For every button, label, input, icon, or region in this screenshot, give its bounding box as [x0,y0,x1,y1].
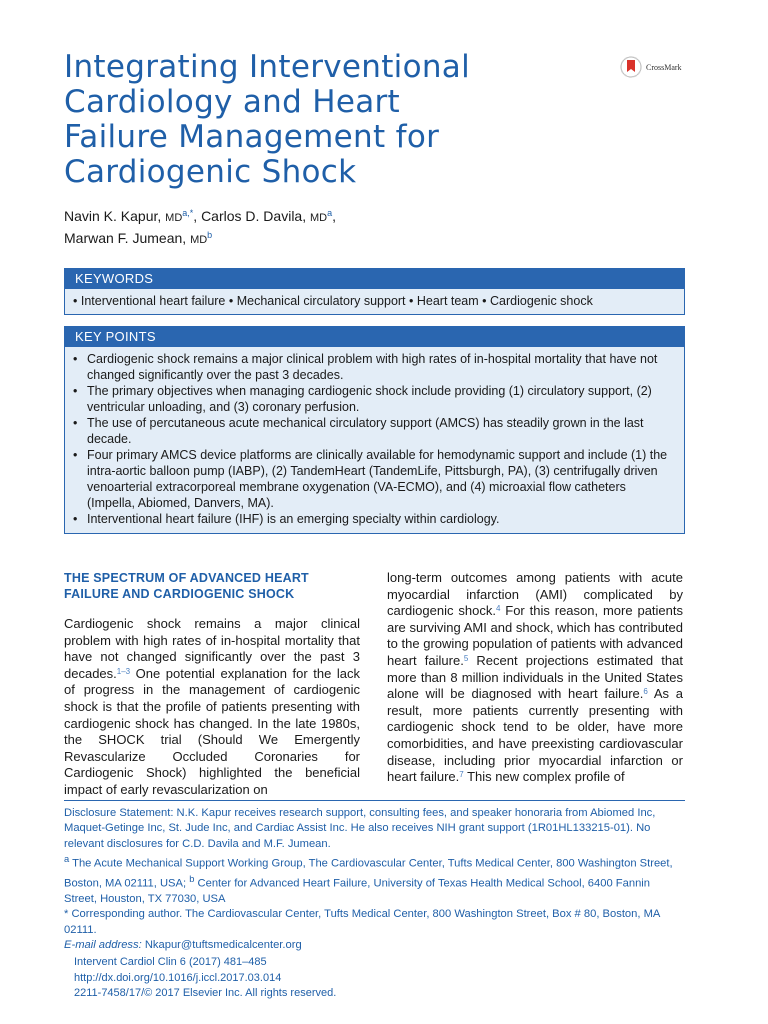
keywords-list: • Interventional heart failure • Mechanical circulatory support • Heart team • Cardiogenic shock [65,289,684,314]
key-point-text: The use of percutaneous acute mechanical circulatory support (AMCS) has steadily grown in the last decade. [87,416,644,446]
email-link[interactable]: Nkapur@tuftsmedicalcenter.org [141,938,302,951]
title-line: Failure Management for [64,119,440,155]
affiliation-text: Center for Advanced Heart Failure, University of Texas Health Medical School, 6400 Fannin Street, Houston, TX 77030, USA [64,877,651,905]
affiliation-mark: b [189,873,195,884]
key-point-text: Cardiogenic shock remains a major clinical problem with high rates of in-hospital mortality that have not changed significantly over the past 3 decades. [87,352,658,382]
body-text: This new complex profile of [463,769,625,785]
affiliation-marker[interactable]: a [327,208,333,218]
corresponding-author [64,907,685,938]
article-title [64,50,584,190]
keywords-heading: KEYWORDS [65,269,684,289]
author-separator: , [332,208,337,224]
key-point-text: The primary objectives when managing cardiogenic shock include providing (1) circulatory support, (2) ventricular unloading, and (3) coronary perfusion. [87,384,652,414]
bullet: • [73,352,78,366]
corresponding-text: Corresponding author. The Cardiovascular Center, Tufts Medical Center, 800 Washington Street, Box # 80, Boston, MA 02111. [64,908,660,936]
body-column-right [387,570,683,786]
crossmark-label: CrossMark [646,62,682,72]
author-name: , Carlos D. Davila, [193,208,310,224]
section-heading-line: THE SPECTRUM OF ADVANCED HEART [64,571,309,585]
author-degree: MD [310,212,328,224]
bullet: • [73,512,78,526]
email-label: E-mail address: [64,938,142,951]
body-paragraph [387,570,683,786]
section-heading-line: FAILURE AND CARDIOGENIC SHOCK [64,587,295,601]
affiliation-marker[interactable]: b [207,230,213,240]
key-points-list [65,347,684,533]
keywords-box [64,268,685,315]
affiliation-mark: a [64,853,70,864]
crossmark-badge[interactable] [620,56,682,78]
title-line: Integrating Interventional [64,49,471,85]
affiliation-marker[interactable]: a,* [182,208,194,218]
key-point-text: Four primary AMCS device platforms are clinically available for hemodynamic support and include (1) the intra-aortic balloon pump (IABP), (2) TandemHeart (TandemLife, Pittsburgh, PA), (3) centrifugally driven venoarterial extracorporeal membrane oxygenation (VA-ECMO), and (4) microaxial flow catheters (Impella, Abiomed, Danvers, MA). [87,448,668,510]
reference-link[interactable]: 5 [463,653,469,663]
footnote-divider [64,800,685,801]
corresponding-mark: * [64,908,69,921]
affiliation-text: The Acute Mechanical Support Working Group, The Cardiovascular Center, Tufts Medical Center, 800 Washington Street, Boston, MA 02111, USA; [64,857,673,890]
key-point-item [73,415,676,447]
email-line [64,938,685,953]
author-degree: MD [190,234,208,246]
copyright-line: 2211-7458/17/© 2017 Elsevier Inc. All rights reserved. [74,987,337,999]
body-text: Recent projections estimated that more than 8 million individuals in the United States alone will be diagnosed with heart failure. [387,652,683,702]
disclosure-statement: Disclosure Statement: N.K. Kapur receives research support, consulting fees, and speaker honoraria from Abiomed Inc, Maquet-Getinge Inc, St. Jude Inc, and Cardiac Assist Inc. He also receives NIH grant support (1R01HL133215-01). No relevant disclosures for C.D. Davila and M.F. Jumean. [64,807,656,850]
title-line: Cardiogenic Shock [64,154,357,190]
key-point-item [73,447,676,511]
author-line [64,206,624,228]
section-heading [64,570,360,602]
key-points-box [64,326,685,534]
reference-link[interactable]: 6 [643,687,648,697]
citation-block [74,955,336,1002]
author-degree: MD [165,212,183,224]
body-paragraph [64,616,360,799]
bullet: • [73,448,78,462]
reference-link[interactable]: 7 [459,770,464,780]
title-line: Cardiology and Heart [64,84,401,120]
key-point-item [73,383,676,415]
bullet: • [73,416,78,430]
reference-link[interactable]: 4 [495,604,501,614]
author-name: Navin K. Kapur, [64,208,166,224]
bullet: • [73,384,78,398]
author-name: Marwan F. Jumean, [64,230,191,246]
body-text: One potential explanation for the lack of progress in the management of cardiogenic shock is that the profile of patients presenting with cardiogenic shock has changed. In the late 1980s, the SHOCK trial (Should We Emergently Revascularize Occluded Coronaries for Cardiogenic Shock) highlighted the beneficial impact of early revascularization on [64,665,360,797]
crossmark-icon [620,56,642,78]
affiliations [64,852,685,907]
author-line [64,228,624,250]
author-list [64,206,624,250]
journal-citation: Intervent Cardiol Clin 6 (2017) 481–485 [74,956,267,968]
doi-link[interactable]: http://dx.doi.org/10.1016/j.iccl.2017.03.014 [74,971,282,984]
footnotes [64,806,685,953]
key-point-item [73,511,676,527]
key-points-heading: KEY POINTS [65,327,684,347]
reference-link[interactable]: 1–3 [116,666,131,676]
body-column-left [64,570,360,799]
key-point-text: Interventional heart failure (IHF) is an emerging specialty within cardiology. [87,512,500,526]
key-point-item [73,351,676,383]
body-text: As a result, more patients currently presenting with cardiogenic shock tend to be older, have more comorbidities, and have preexisting cardiovascular disease, including prior myocardial infarction or heart failure. [387,686,683,785]
body-text: Cardiogenic shock remains a major clinical problem with high rates of in-hospital mortality that have not changed significantly over the past 3 decades. [64,616,360,681]
body-text: long-term outcomes among patients with acute myocardial infarction (AMI) complicated by cardiogenic shock. [387,570,683,619]
body-text: For this reason, more patients are surviving AMI and shock, which has contributed to the growing population of patients with advanced heart failure. [387,603,683,668]
